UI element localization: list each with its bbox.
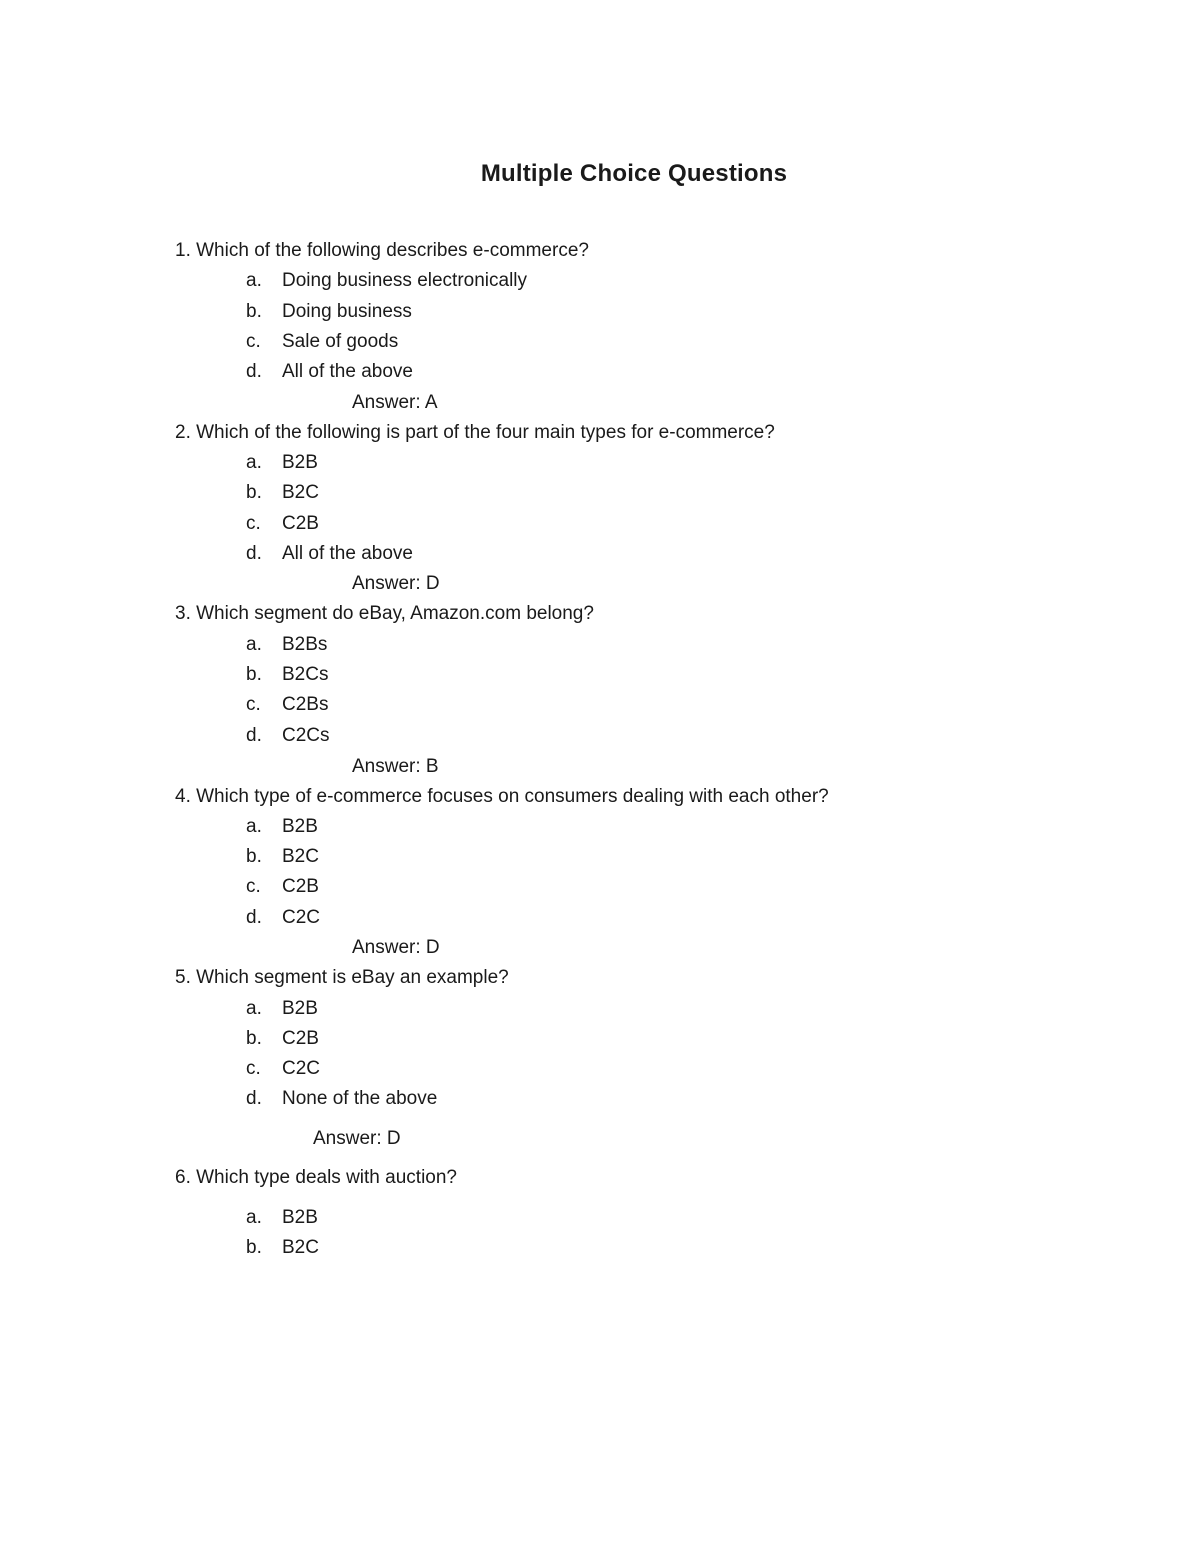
option-letter: a. (246, 634, 262, 655)
option-text: B2C (282, 482, 319, 503)
question-1: 1. Which of the following describes e-commerce? (175, 240, 589, 261)
option-text: All of the above (282, 543, 413, 564)
question-6: 6. Which type deals with auction? (175, 1167, 457, 1188)
option-text: B2Bs (282, 634, 328, 655)
option-text: B2B (282, 816, 318, 837)
option-letter: d. (246, 1088, 262, 1109)
option-text: B2C (282, 1237, 319, 1258)
answer-2: Answer: D (352, 573, 440, 594)
option-text: C2C (282, 1058, 321, 1079)
option-letter: a. (246, 816, 262, 837)
option-letter: c. (246, 331, 261, 352)
page-title: Multiple Choice Questions (480, 160, 788, 187)
option-text: None of the above (282, 1088, 438, 1109)
option-letter: b. (246, 301, 262, 322)
option-text: C2C (282, 907, 321, 928)
question-2: 2. Which of the following is part of the four main types for e-commerce? (175, 422, 775, 443)
option-letter: b. (246, 1028, 262, 1049)
option-text: C2B (282, 876, 319, 897)
option-letter: d. (246, 907, 262, 928)
option-text: B2B (282, 1207, 318, 1228)
answer-1: Answer: A (352, 392, 438, 413)
option-text: C2B (282, 513, 319, 534)
option-text: B2C (282, 846, 319, 867)
option-letter: c. (246, 876, 261, 897)
option-text: All of the above (282, 361, 413, 382)
option-letter: b. (246, 1237, 262, 1258)
answer-4: Answer: D (352, 937, 440, 958)
option-letter: d. (246, 725, 262, 746)
option-letter: a. (246, 998, 262, 1019)
option-text: Sale of goods (282, 331, 399, 352)
question-3: 3. Which segment do eBay, Amazon.com belong? (175, 603, 594, 624)
answer-3: Answer: B (352, 756, 439, 777)
answer-5: Answer: D (313, 1128, 401, 1149)
option-text: Doing business (282, 301, 412, 322)
option-letter: c. (246, 513, 261, 534)
option-letter: b. (246, 846, 262, 867)
option-text: B2Cs (282, 664, 329, 685)
option-letter: d. (246, 543, 262, 564)
option-text: B2B (282, 998, 318, 1019)
option-letter: c. (246, 694, 261, 715)
option-letter: a. (246, 270, 262, 291)
option-letter: b. (246, 482, 262, 503)
option-letter: d. (246, 361, 262, 382)
option-letter: c. (246, 1058, 261, 1079)
option-letter: a. (246, 452, 262, 473)
question-4: 4. Which type of e-commerce focuses on consumers dealing with each other? (175, 786, 829, 807)
option-text: C2Cs (282, 725, 330, 746)
option-text: C2Bs (282, 694, 329, 715)
option-letter: a. (246, 1207, 262, 1228)
option-text: Doing business electronically (282, 270, 528, 291)
option-text: C2B (282, 1028, 319, 1049)
option-text: B2B (282, 452, 318, 473)
option-letter: b. (246, 664, 262, 685)
question-5: 5. Which segment is eBay an example? (175, 967, 509, 988)
